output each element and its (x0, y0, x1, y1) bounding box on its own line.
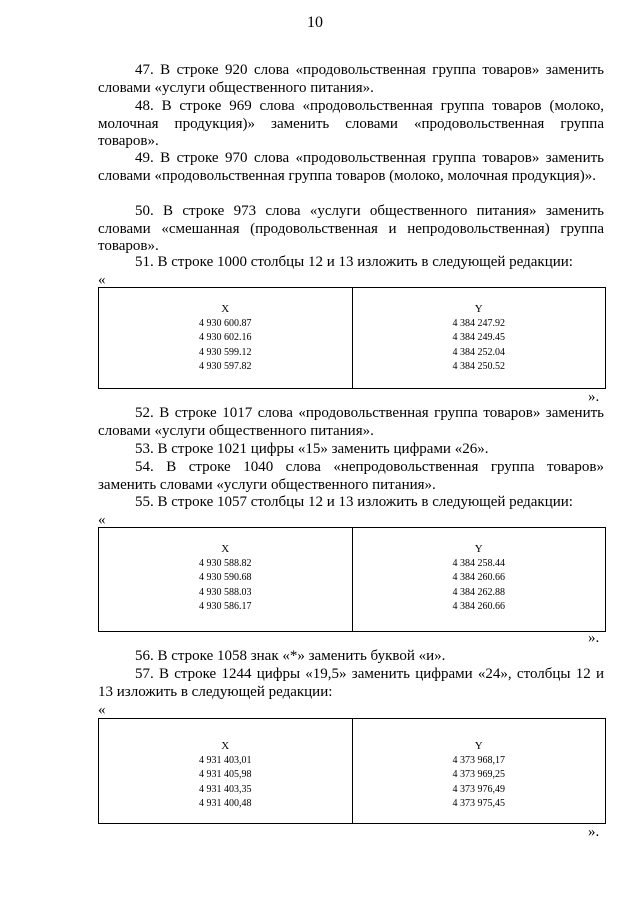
x-header: X (221, 740, 230, 752)
x-value: 4 931 400,48 (199, 798, 252, 809)
y-value: 4 384 260.66 (452, 572, 505, 583)
paragraph-52: 52. В строке 1017 слова «продовольственная группа товаров» заменить словами «услуги общественного питания». (98, 405, 604, 439)
x-value: 4 930 588.82 (199, 557, 252, 569)
y-value: 4 373 968,17 (452, 754, 505, 766)
y-value: 4 384 262.88 (452, 586, 505, 598)
x-value: 4 930 600.87 (199, 317, 252, 329)
paragraph-53: 53. В строке 1021 цифры «15» заменить цифрами «26». (135, 441, 489, 457)
y-value: 4 384 258.44 (452, 557, 505, 569)
paragraph-49: 49. В строке 970 слова «продовольственная группа товаров» заменить словами «продовольственная группа товаров (молоко, молочная продукция)». (98, 150, 604, 184)
coordinates-table-3 (98, 718, 606, 824)
y-value: 4 373 975,45 (452, 798, 505, 809)
quote-open-3: « (98, 702, 106, 718)
x-header: X (221, 543, 230, 555)
x-column (99, 528, 352, 631)
x-value: 4 931 403,01 (199, 754, 252, 766)
y-column (352, 719, 606, 823)
x-column (99, 288, 352, 388)
paragraph-54: 54. В строке 1040 слова «непродовольственная группа товаров» заменить словами «услуги общественного питания». (98, 459, 604, 493)
y-value: 4 384 249.45 (452, 332, 505, 343)
y-value: 4 384 252.04 (452, 346, 505, 358)
paragraph-48: 48. В строке 969 слова «продовольственная группа товаров (молоко, молочная продукция)» заменить словами «продовольственная группа товаров». (98, 98, 604, 149)
x-value: 4 930 602.16 (199, 332, 252, 343)
x-column (99, 719, 352, 823)
quote-open-1: « (98, 272, 106, 288)
y-column (352, 528, 606, 631)
page-number: 10 (307, 14, 323, 31)
quote-close-2: ». (588, 630, 600, 646)
quote-close-3: ». (588, 824, 600, 840)
y-header: Y (474, 740, 483, 752)
y-value: 4 373 969,25 (452, 769, 505, 780)
quote-close-1: ». (588, 389, 600, 405)
y-value: 4 384 247.92 (452, 317, 505, 329)
x-value: 4 931 405,98 (199, 769, 252, 780)
x-value: 4 930 599.12 (199, 346, 252, 358)
coordinates-table-1 (98, 287, 606, 389)
x-value: 4 930 590.68 (199, 572, 252, 583)
x-value: 4 931 403,35 (199, 783, 252, 795)
y-value: 4 373 976,49 (452, 783, 505, 795)
x-header: X (221, 303, 230, 315)
coordinates-table-2 (98, 527, 606, 632)
y-header: Y (474, 303, 483, 315)
x-value: 4 930 586.17 (199, 601, 252, 612)
y-header: Y (474, 543, 483, 555)
paragraph-50: 50. В строке 973 слова «услуги общественного питания» заменить словами «смешанная (продовольственная и непродовольственная) группа товаров». (98, 203, 604, 254)
y-column (352, 288, 606, 388)
y-value: 4 384 250.52 (452, 361, 505, 372)
paragraph-57: 57. В строке 1244 цифры «19,5» заменить цифрами «24», столбцы 12 и 13 изложить в следующей редакции: (98, 666, 604, 700)
paragraph-51: 51. В строке 1000 столбцы 12 и 13 изложить в следующей редакции: (135, 254, 573, 270)
quote-open-2: « (98, 512, 106, 528)
paragraph-56: 56. В строке 1058 знак «*» заменить буквой «и». (135, 648, 446, 664)
y-value: 4 384 260.66 (452, 601, 505, 612)
paragraph-47: 47. В строке 920 слова «продовольственная группа товаров» заменить словами «услуги общественного питания». (98, 62, 604, 96)
paragraph-55: 55. В строке 1057 столбцы 12 и 13 изложить в следующей редакции: (135, 494, 573, 510)
x-value: 4 930 597.82 (199, 361, 252, 372)
x-value: 4 930 588.03 (199, 586, 252, 598)
